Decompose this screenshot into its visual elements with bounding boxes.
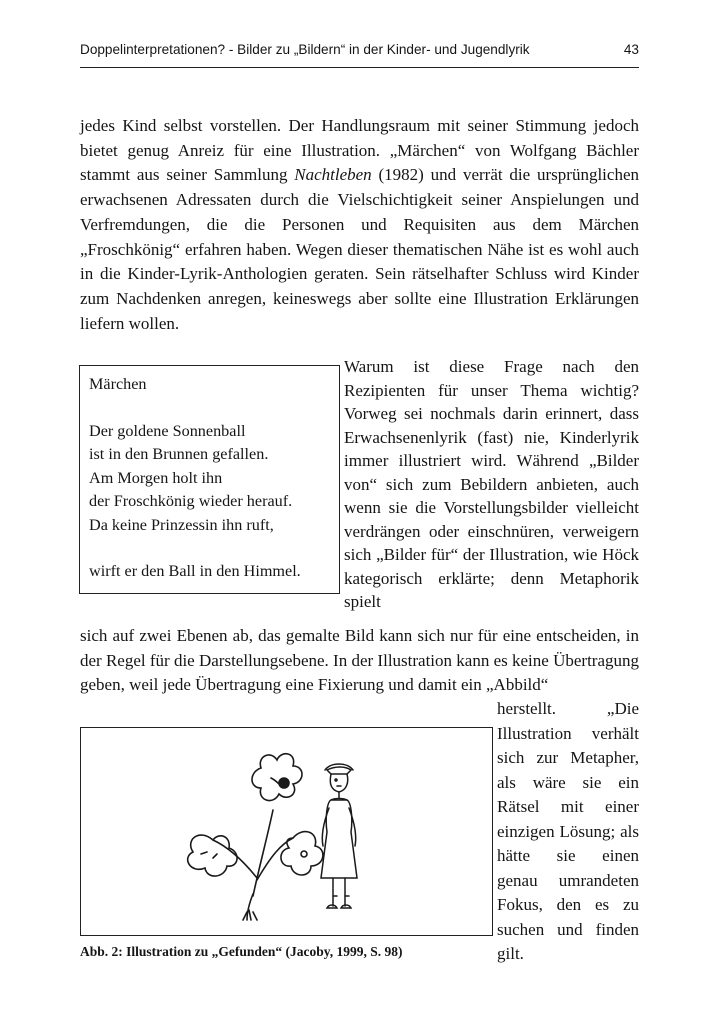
- paragraph-2-narrow-column: herstellt. „Die Illustration verhält sich zur Metapher, als wäre sie ein Rätsel mit einer einzigen Lösung; als hätte sie einen genau umrandeten Fokus, den es zu suchen und finden gilt.: [497, 699, 639, 963]
- stanza-gap: [89, 537, 330, 560]
- poem-line: Der goldene Sonnenball: [89, 421, 246, 440]
- poem-box: [79, 365, 340, 594]
- poem-line: der Froschkönig wieder herauf.: [89, 492, 293, 510]
- girl-figure-icon: [321, 764, 357, 908]
- paragraph-1-text-b: (1982) und verrät die ursprünglichen erwachsenen Adressaten durch die Vielschichtigkeit seiner Anspielungen und Verfremdungen, die die Personen und Requisiten aus dem Märchen „Froschkönig“ erfahren haben. Wegen dieser thematischen Nähe ist es wohl auch in die Kinder-Lyrik-Anthologien geraten. Sein rätselhafter Schluss wird Kinder zum Nachdenken anregen, keineswegs aber sollte eine Illustration Erklärungen liefern wollen.: [80, 165, 639, 333]
- poem-line: Da keine Prinzessin ihn ruft,: [89, 515, 274, 534]
- header-rule: [80, 67, 639, 68]
- poem-line: Am Morgen holt ihn: [89, 468, 223, 487]
- illustration-drawing: [81, 728, 491, 934]
- poem-last-line: wirft er den Ball in den Himmel.: [89, 562, 301, 580]
- book-title-italic: Nachtleben: [294, 165, 372, 185]
- paragraph-1: [80, 114, 639, 336]
- poem-title: Märchen: [89, 375, 147, 393]
- flower-icon: [188, 754, 323, 920]
- running-header: [80, 42, 639, 57]
- figure-caption: Abb. 2: Illustration zu „Gefunden“ (Jacoby, 1999, S. 98): [80, 944, 403, 959]
- paragraph-2-full-width: sich auf zwei Ebenen ab, das gemalte Bild kann sich nur für eine entscheiden, in der Regel für die Darstellungsebene. In der Illustration kann es keine Übertragung geben, weil jede Übertragung eine Fixierung und damit ein „Abbild“: [80, 626, 639, 695]
- paragraph-2-right-column: Warum ist diese Frage nach den Rezipienten für unser Thema wichtig? Vorweg sei nochmals darin erinnert, dass Erwachsenenlyrik (fast) nie, Kinderlyrik immer illustriert wird. Während „Bilder von“ sich zum Bebildern anbieten, auch wenn sie die Vorstellungsbilder vielleicht verdrängen oder einschnüren, verweigern sich „Bilder für“ der Illustration, wie Höck kategorisch erklärte; denn Metaphorik spielt: [344, 357, 639, 611]
- poem-line: ist in den Brunnen gefallen.: [89, 445, 269, 463]
- running-title: Doppelinterpretationen? - Bilder zu „Bildern“ in der Kinder- und Jugendlyrik: [80, 42, 530, 57]
- illustration-box: [80, 727, 493, 936]
- page-number: 43: [623, 42, 639, 57]
- paragraph-1-text-a: jedes Kind selbst vorstellen. Der Handlungsraum mit seiner Stimmung jedoch bietet genug Anreiz für eine Illustration. „Märchen“ von Wolfgang Bächler stammt aus seiner Sammlung: [80, 116, 639, 185]
